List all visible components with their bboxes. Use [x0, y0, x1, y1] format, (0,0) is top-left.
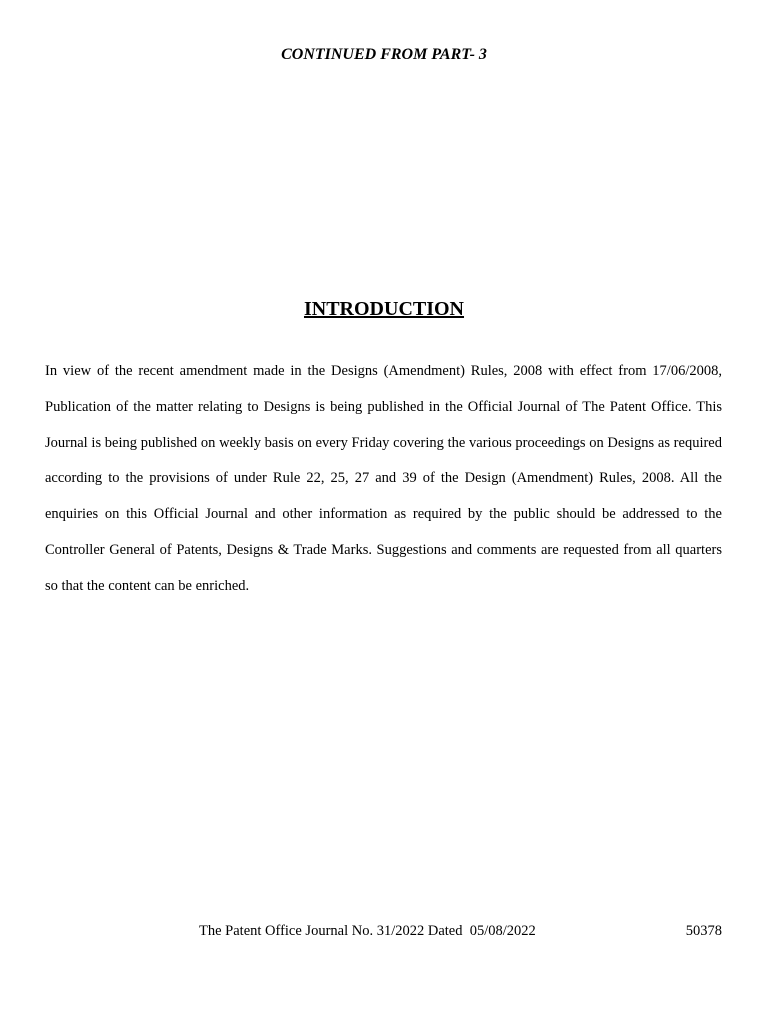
- continued-from-heading: CONTINUED FROM PART- 3: [281, 46, 487, 63]
- introduction-paragraph: In view of the recent amendment made in the Designs (Amendment) Rules, 2008 with effect from 17/06/2008, Publication of the matter relating to Designs is being published in the Official Journal of The Patent Office. This Journal is being published on weekly basis on every Friday covering the various proceedings on Designs as required according to the provisions of under Rule 22, 25, 27 and 39 of the Design (Amendment) Rules, 2008. All the enquiries on this Official Journal and other information as required by the public should be addressed to the Controller General of Patents, Designs & Trade Marks. Suggestions and comments are requested from all quarters so that the content can be enriched.: [45, 363, 722, 594]
- footer-journal-info: The Patent Office Journal No. 31/2022 Dated 05/08/2022: [199, 923, 536, 939]
- introduction-title: INTRODUCTION: [303, 298, 465, 320]
- footer-page-number: 50378: [685, 923, 722, 939]
